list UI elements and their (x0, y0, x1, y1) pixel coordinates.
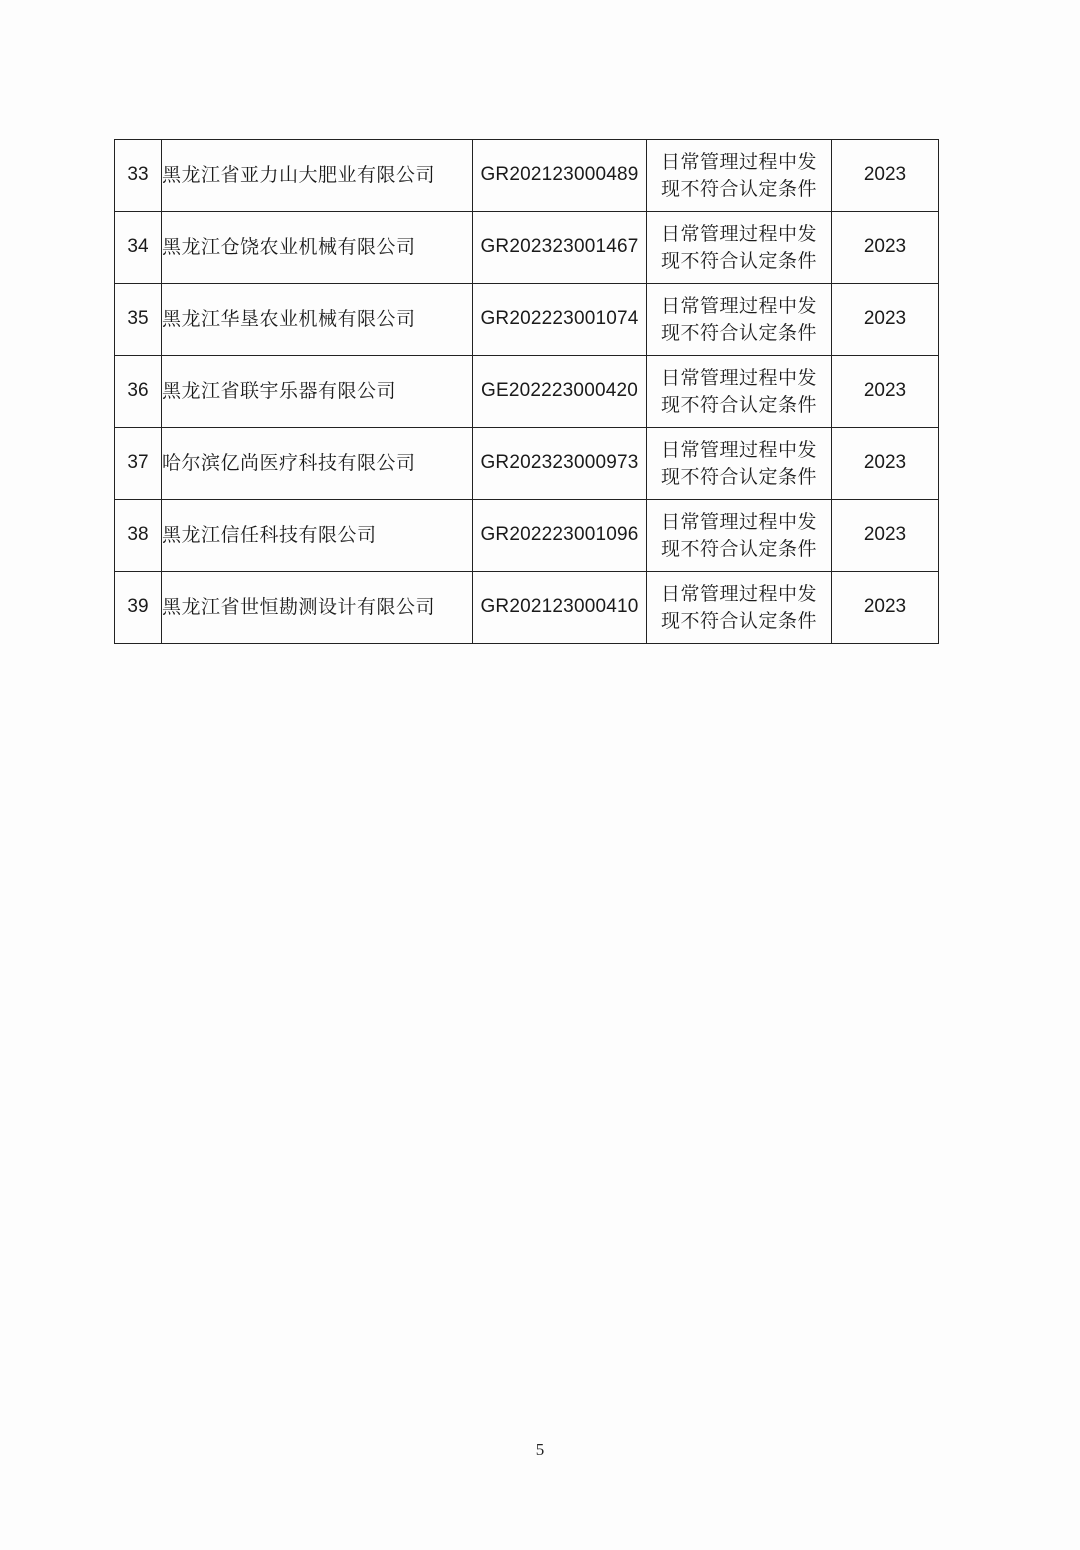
year: 2023 (832, 140, 939, 212)
certificate-number: GE202223000420 (473, 356, 647, 428)
reason-line-2: 现不符合认定条件 (660, 609, 817, 632)
table-row (115, 140, 939, 212)
reason-line-2: 现不符合认定条件 (660, 393, 817, 416)
reason-line-1: 日常管理过程中发 (660, 438, 817, 461)
certificate-number: GR202223001096 (473, 500, 647, 572)
table-row (115, 284, 939, 356)
row-number: 37 (115, 428, 162, 500)
reason-line-1: 日常管理过程中发 (660, 222, 817, 245)
page-number: 5 (535, 1440, 545, 1459)
row-number: 34 (115, 212, 162, 284)
table-row (115, 356, 939, 428)
row-number: 39 (115, 572, 162, 644)
certificate-number: GR202123000410 (473, 572, 647, 644)
company-name: 黑龙江华垦农业机械有限公司 (162, 284, 473, 356)
reason-line-1: 日常管理过程中发 (660, 150, 817, 173)
reason-line-2: 现不符合认定条件 (660, 177, 817, 200)
company-name: 黑龙江仓饶农业机械有限公司 (162, 212, 473, 284)
table-row (115, 428, 939, 500)
row-number: 35 (115, 284, 162, 356)
company-name: 哈尔滨亿尚医疗科技有限公司 (162, 428, 473, 500)
certificate-number: GR202323001467 (473, 212, 647, 284)
revocation-reason (647, 284, 832, 356)
company-name: 黑龙江省世恒勘测设计有限公司 (162, 572, 473, 644)
revocation-reason (647, 500, 832, 572)
table-row (115, 212, 939, 284)
certificate-number: GR202323000973 (473, 428, 647, 500)
reason-line-1: 日常管理过程中发 (660, 294, 817, 317)
year: 2023 (832, 428, 939, 500)
reason-line-2: 现不符合认定条件 (660, 537, 817, 560)
certificate-number: GR202123000489 (473, 140, 647, 212)
row-number: 36 (115, 356, 162, 428)
table-row (115, 572, 939, 644)
table-row (115, 500, 939, 572)
table-body (115, 140, 939, 644)
year: 2023 (832, 572, 939, 644)
row-number: 38 (115, 500, 162, 572)
company-table (114, 139, 939, 644)
revocation-reason (647, 428, 832, 500)
reason-line-1: 日常管理过程中发 (660, 582, 817, 605)
reason-line-2: 现不符合认定条件 (660, 465, 817, 488)
year: 2023 (832, 500, 939, 572)
reason-line-2: 现不符合认定条件 (660, 321, 817, 344)
year: 2023 (832, 284, 939, 356)
revocation-reason (647, 356, 832, 428)
reason-line-2: 现不符合认定条件 (660, 249, 817, 272)
company-name: 黑龙江信任科技有限公司 (162, 500, 473, 572)
year: 2023 (832, 356, 939, 428)
revocation-reason (647, 572, 832, 644)
row-number: 33 (115, 140, 162, 212)
year: 2023 (832, 212, 939, 284)
company-name: 黑龙江省联宇乐器有限公司 (162, 356, 473, 428)
revocation-reason (647, 140, 832, 212)
certificate-number: GR202223001074 (473, 284, 647, 356)
reason-line-1: 日常管理过程中发 (660, 366, 817, 389)
revocation-reason (647, 212, 832, 284)
reason-line-1: 日常管理过程中发 (660, 510, 817, 533)
company-name: 黑龙江省亚力山大肥业有限公司 (162, 140, 473, 212)
